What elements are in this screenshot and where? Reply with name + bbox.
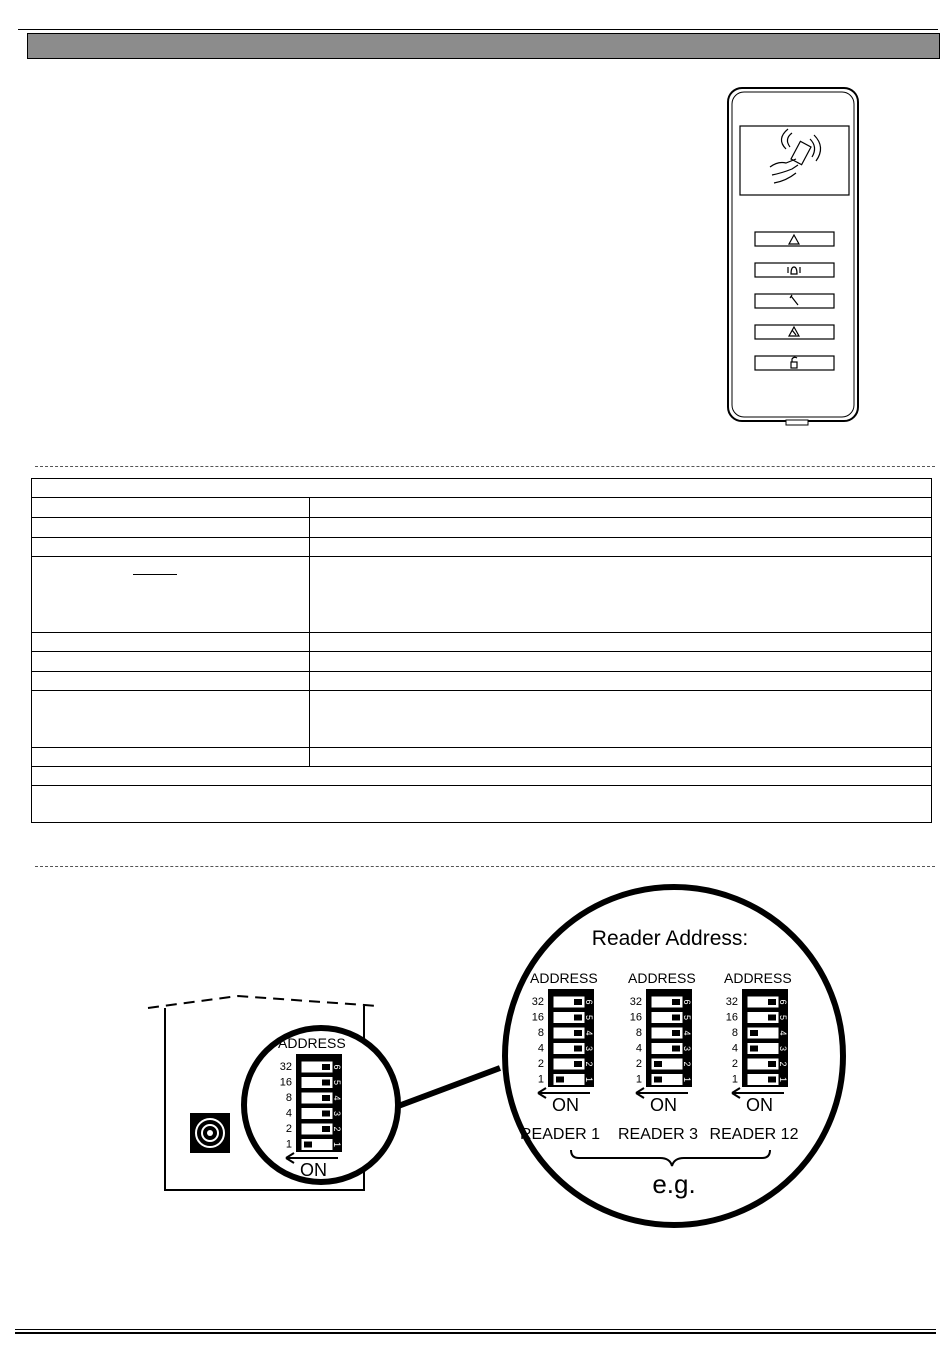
dip-value-label: 2 — [285, 1123, 292, 1135]
dip-switch-number: 1 — [778, 1076, 788, 1083]
dip-toggle-on — [750, 1046, 758, 1052]
dip-switch-number: 2 — [584, 1061, 594, 1067]
dip-value-label: 2 — [635, 1058, 642, 1070]
dip-switch-number: 3 — [682, 1045, 692, 1052]
dip-switch-number: 5 — [584, 1014, 594, 1021]
dip-switch-number: 5 — [332, 1079, 342, 1086]
dip-switch-number: 2 — [332, 1126, 342, 1132]
dip-toggle-off — [768, 1061, 776, 1067]
dip-toggle-on — [556, 1077, 564, 1083]
magnify-connector — [393, 1068, 500, 1108]
tamper-switch-icon — [190, 1113, 230, 1153]
table-row — [32, 632, 931, 633]
dip-header: ADDRESS — [530, 970, 598, 986]
dip-switch-number: 6 — [682, 999, 692, 1005]
dip-toggle-off — [322, 1095, 330, 1101]
example-label: READER 12 — [709, 1126, 799, 1143]
indicator-warning — [755, 232, 834, 246]
table-row — [32, 785, 931, 786]
card-display-window — [740, 126, 849, 195]
dip-value-label: 16 — [725, 1011, 738, 1024]
footer-rule — [15, 1332, 936, 1334]
dip-toggle-off — [322, 1111, 330, 1117]
dip-switch-number: 3 — [778, 1045, 788, 1052]
dip-switch-number: 6 — [584, 999, 594, 1005]
indicator-alarm — [755, 263, 834, 277]
dip-toggle-off — [672, 999, 680, 1005]
dip-value-label: 1 — [537, 1073, 544, 1086]
dip-toggle-off — [574, 1015, 582, 1021]
dip-toggle-on — [750, 1030, 758, 1036]
dip-switch-number: 4 — [584, 1030, 594, 1036]
indicator-unlock — [755, 356, 834, 370]
cell-underline — [133, 574, 177, 575]
reader-device-illustration — [722, 85, 864, 430]
example-label: READER 1 — [519, 1126, 601, 1143]
dip-toggle-off — [574, 1030, 582, 1036]
section-header-bar — [27, 33, 940, 59]
dip-switch-number: 3 — [332, 1110, 342, 1117]
dip-toggle-off — [768, 1077, 776, 1083]
dip-toggle-off — [322, 1126, 330, 1132]
dip-header: ADDRESS — [628, 970, 696, 986]
on-label: ON — [650, 1095, 677, 1115]
dip-value-label: 4 — [285, 1107, 292, 1120]
dip-value-label: 1 — [285, 1138, 292, 1151]
dip-switch-number: 5 — [778, 1014, 788, 1021]
reader-address-diagram — [0, 880, 950, 1240]
dip-value-label: 8 — [285, 1092, 292, 1104]
dip-switch-number: 4 — [332, 1095, 342, 1101]
table-row — [32, 537, 931, 538]
dip-toggle-off — [672, 1030, 680, 1036]
dip-toggle-off — [768, 1015, 776, 1021]
dip-value-label: 1 — [731, 1073, 738, 1086]
dip-toggle-off — [574, 1061, 582, 1067]
table-row — [32, 497, 931, 498]
dip-switch-number: 4 — [778, 1030, 788, 1036]
table-row — [32, 517, 931, 518]
dip-value-label: 4 — [537, 1042, 544, 1055]
dip-switch-number: 1 — [332, 1141, 342, 1148]
dip-header: ADDRESS — [724, 970, 792, 986]
dip-value-label: 16 — [531, 1011, 544, 1024]
dip-value-label: 32 — [279, 1061, 292, 1073]
dip-switch-number: 2 — [682, 1061, 692, 1067]
dip-value-label: 8 — [537, 1027, 544, 1039]
table-row — [32, 690, 931, 691]
dip-toggle-off — [322, 1080, 330, 1086]
table-row — [32, 766, 931, 767]
dip-value-label: 2 — [537, 1058, 544, 1070]
table-row — [32, 747, 931, 748]
dip-switch-number: 2 — [778, 1061, 788, 1067]
specification-table — [31, 478, 932, 823]
indicator-fault — [755, 325, 834, 339]
dip-switch-number: 1 — [584, 1076, 594, 1083]
dip-toggle-off — [672, 1015, 680, 1021]
dip-value-label: 2 — [731, 1058, 738, 1070]
section-separator — [35, 866, 935, 867]
example-label: READER 3 — [617, 1126, 699, 1143]
dip-toggle-on — [654, 1061, 662, 1067]
table-row — [32, 671, 931, 672]
dip-toggle-off — [322, 1064, 330, 1070]
footer-rule — [15, 1329, 936, 1330]
dip-value-label: 8 — [635, 1027, 642, 1039]
dip-toggle-on — [654, 1077, 662, 1083]
dip-toggle-off — [768, 999, 776, 1005]
dip-value-label: 32 — [629, 996, 642, 1008]
dip-header: ADDRESS — [278, 1035, 346, 1051]
eg-label: e.g. — [652, 1169, 696, 1199]
table-column-divider — [309, 497, 310, 766]
dip-value-label: 16 — [629, 1011, 642, 1024]
dip-value-label: 16 — [279, 1076, 292, 1089]
top-rule — [18, 29, 938, 30]
dip-value-label: 8 — [731, 1027, 738, 1039]
section-separator — [35, 466, 935, 467]
dip-switch-number: 6 — [332, 1064, 342, 1070]
dip-switch-number: 4 — [682, 1030, 692, 1036]
dip-switch-number: 6 — [778, 999, 788, 1005]
dip-toggle-off — [574, 1046, 582, 1052]
dip-value-label: 32 — [725, 996, 738, 1008]
table-row — [32, 651, 931, 652]
dip-value-label: 4 — [731, 1042, 738, 1055]
on-label: ON — [746, 1095, 773, 1115]
on-label: ON — [552, 1095, 579, 1115]
indicator-tamper — [755, 294, 834, 308]
dip-value-label: 32 — [531, 996, 544, 1008]
dip-switch-number: 5 — [682, 1014, 692, 1021]
dip-toggle-off — [672, 1046, 680, 1052]
dip-value-label: 1 — [635, 1073, 642, 1086]
dip-switch-number: 3 — [584, 1045, 594, 1052]
table-row — [32, 556, 931, 557]
dip-toggle-on — [304, 1142, 312, 1148]
dip-toggle-off — [574, 999, 582, 1005]
dip-value-label: 4 — [635, 1042, 642, 1055]
on-label: ON — [300, 1160, 327, 1180]
dip-switch-number: 1 — [682, 1076, 692, 1083]
diagram-title: Reader Address: — [591, 927, 749, 950]
